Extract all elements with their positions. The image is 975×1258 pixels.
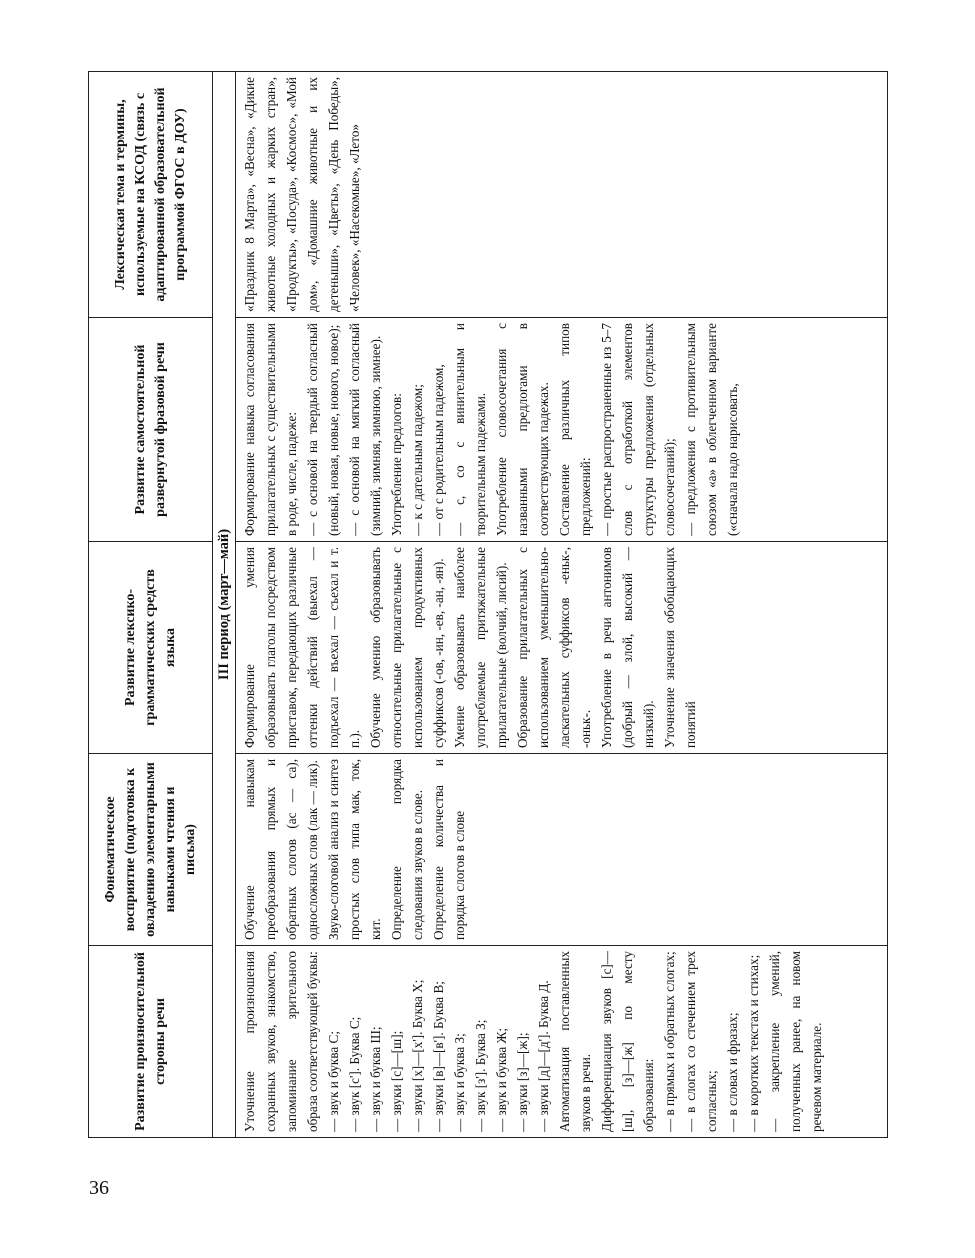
cell-line: — звук и буква С;	[326, 1031, 341, 1132]
rotated-content	[88, 72, 888, 1138]
cell-line: — звуки [д]—[д']. Буква Д.	[536, 980, 551, 1132]
rotated-page	[88, 72, 888, 1138]
cell-line: Употребление предлогов:	[389, 393, 404, 536]
cell-line: — звуки [с]—[ш];	[389, 1030, 404, 1132]
cell-line: — звук и буква З;	[452, 1033, 467, 1132]
cell-line: — в коротких текстах и стихах;	[746, 954, 761, 1132]
cell-phrasal-speech	[236, 318, 888, 542]
table-row	[236, 72, 888, 1138]
cell-phonemic	[236, 754, 888, 946]
cell-line: — простые распространенные из 5–7 слов с отработкой элементов структуры предложения (отдельных словосочетаний);	[599, 323, 677, 536]
cell-line: — звук и буква Ж;	[494, 1027, 509, 1132]
header-lexico-grammar: Развитие лексико-грамматических средств языка	[89, 542, 213, 754]
cell-line: — предложения с противительным союзом «а» в облегченном варианте («сначала надо нарисовать,	[683, 323, 740, 536]
cell-lexico-grammar	[236, 542, 888, 754]
cell-line: — от с родительным падежом,	[431, 364, 446, 536]
cell-line: Звуко-слоговой анализ и синтез простых слов типа мак, ток, кит.	[326, 759, 383, 940]
page-number: 36	[89, 1177, 109, 1199]
header-phrasal-speech: Развитие самостоятельной развернутой фразовой речи	[89, 318, 213, 542]
cell-line: Обучение навыкам преобразования прямых и обратных слогов (ас — са), односложных слов (лак — лик).	[242, 759, 320, 940]
table-header-row	[89, 72, 213, 1138]
cell-line: Обучение умению образовывать относительные прилагательные с использованием продуктивных суффиксов (-ов, -ин, -ев, -ан, -ян).	[368, 547, 446, 748]
cell-line: — звуки [з]—[ж];	[515, 1032, 530, 1132]
cell-line: Образование прилагательных с использованием уменьшительно-ласкательных суффиксов -еньк-, -оньк-.	[515, 547, 593, 748]
cell-line: — к с дательным падежом;	[410, 384, 425, 536]
cell-line: — звук [с']. Буква С;	[347, 1016, 362, 1132]
cell-line: — с основой на твердый согласный (новый, новая, новые, нового, новое);	[305, 323, 341, 536]
cell-line: «Праздник 8 Марта», «Весна», «Дикие животные холодных и жарких стран», «Продукты», «Посуда», «Космос», «Мой дом», «Домашние животные и их детеныши», «Цветы», «День Победы», «Человек», «Насекомые», «Лето»	[242, 77, 362, 312]
program-table	[88, 71, 888, 1138]
cell-line: Составление различных типов предложений:	[557, 323, 593, 536]
cell-line: Умение образовывать наиболее употребляемые притяжательные прилагательные (волчий, лисий).	[452, 547, 509, 748]
cell-lexical-theme	[236, 72, 888, 318]
cell-line: — звук и буква Ш;	[368, 1026, 383, 1132]
cell-pronunciation	[236, 946, 888, 1138]
cell-line: — в прямых и обратных слогах;	[662, 951, 677, 1132]
cell-line: Определение порядка следования звуков в слове.	[389, 759, 425, 940]
period-label: III период (март—май)	[213, 72, 236, 1138]
cell-line: Определение количества и порядка слогов в слове	[431, 759, 467, 940]
header-phonemic: Фонематическое восприятие (подготовка к овладению элементарными навыками чтения и письма)	[89, 754, 213, 946]
cell-line: Уточнение произношения сохранных звуков, знакомство, запоминание зрительного образа соответствующей буквы:	[242, 951, 320, 1132]
period-row	[213, 72, 236, 1138]
cell-line: — звук [з']. Буква З;	[473, 1019, 488, 1132]
cell-line: Употребление в речи антонимов (добрый — злой, высокий — низкий).	[599, 547, 656, 748]
cell-line: — с, со с винительным и творительным падежами.	[452, 323, 488, 536]
cell-line: Уточнение значения обобщающих понятий	[662, 547, 698, 748]
header-pronunciation: Развитие произносительной стороны речи	[89, 946, 213, 1138]
cell-line: — с основой на мягкий согласный (зимний, зимняя, зимнюю, зимнее).	[347, 323, 383, 536]
cell-line: — закрепление умений, полученных ранее, на новом речевом материале.	[767, 951, 824, 1132]
cell-line: Автоматизация поставленных звуков в речи.	[557, 951, 593, 1132]
cell-line: Дифференциация звуков [с]—[ш], [з]—[ж] по месту образования:	[599, 951, 656, 1132]
cell-line: Формирование навыка согласования прилагательных с существительными в роде, числе, падеже:	[242, 323, 299, 536]
cell-line: — звуки [х]—[х']. Буква Х;	[410, 979, 425, 1132]
cell-line: Формирование умения образовывать глаголы посредством приставок, передающих различные оттенки действий (выехал — подъехал — въехал — съехал и т. п.).	[242, 547, 362, 748]
cell-line: — в словах и фразах;	[725, 1012, 740, 1132]
cell-line: Употребление словосочетания с названными предлогами в соответствующих падежах.	[494, 323, 551, 536]
cell-line: — в слогах со стечением трех согласных;	[683, 951, 719, 1132]
header-lexical-theme: Лексическая тема и термины, используемые на КСОД (связь с адаптированной образовательной программой ФГОС в ДОУ)	[89, 72, 213, 318]
cell-line: — звуки [в]—[в']. Буква В;	[431, 981, 446, 1132]
